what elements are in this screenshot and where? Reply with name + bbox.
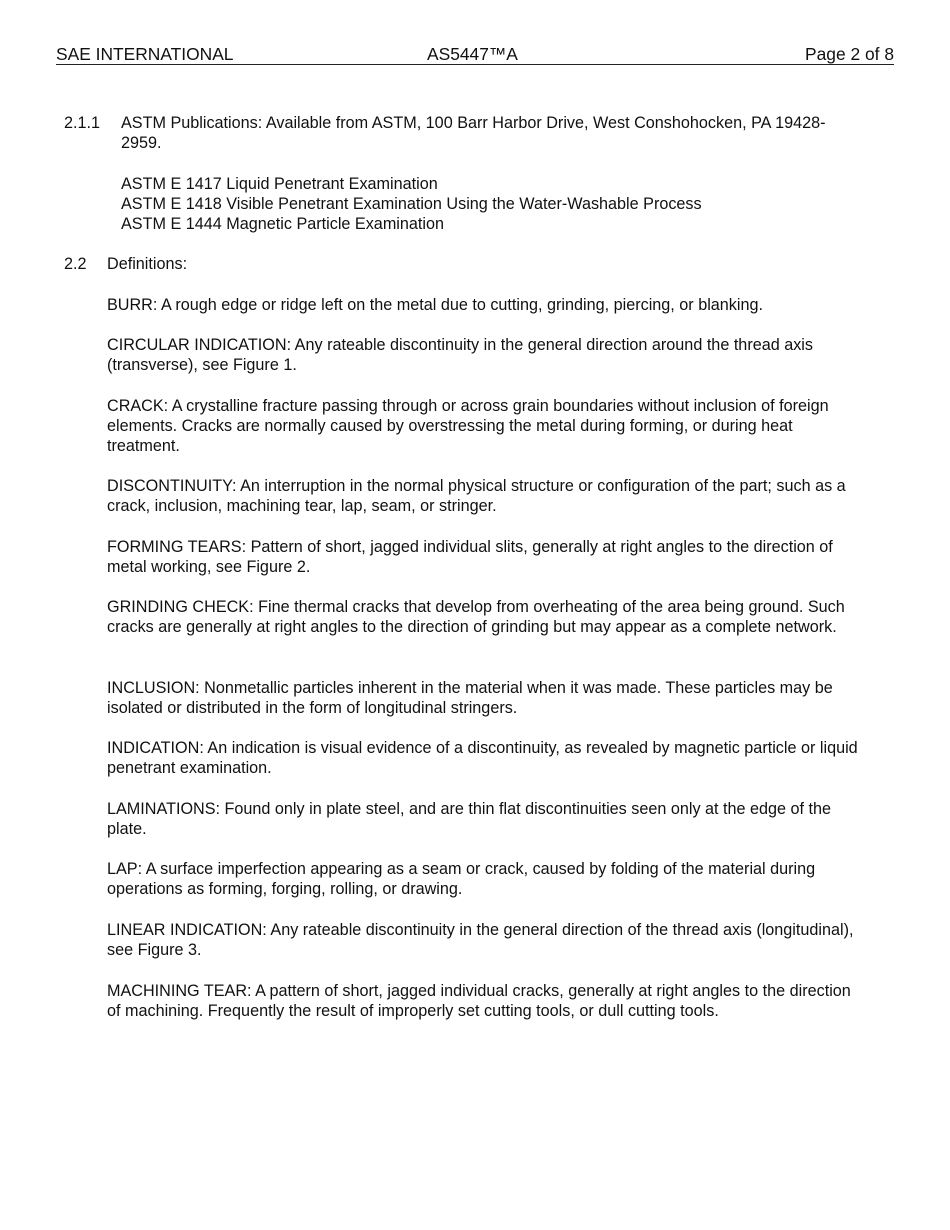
definition-inclusion: INCLUSION: Nonmetallic particles inherent in the material when it was made. These particles may be isolated or distributed in the form of longitudinal stringers. bbox=[107, 679, 833, 718]
publication-item: ASTM E 1418 Visible Penetrant Examination Using the Water-Washable Process bbox=[121, 195, 702, 214]
header-page-number: Page 2 of 8 bbox=[805, 44, 894, 64]
definition-circular-indication: CIRCULAR INDICATION: Any rateable discontinuity in the general direction around the thread axis (transverse), see Figure 1. bbox=[107, 336, 813, 375]
definition-crack: CRACK: A crystalline fracture passing through or across grain boundaries without inclusion of foreign elements. Cracks are normally caused by overstressing the metal during forming, or during heat treatment. bbox=[107, 397, 829, 456]
section-2-1-1 bbox=[121, 113, 861, 235]
definition-indication: INDICATION: An indication is visual evidence of a discontinuity, as revealed by magnetic particle or liquid penetrant examination. bbox=[107, 739, 858, 778]
section-2-1-1-number: 2.1.1 bbox=[64, 114, 101, 132]
definition-laminations: LAMINATIONS: Found only in plate steel, and are thin flat discontinuities seen only at the edge of the plate. bbox=[107, 800, 832, 839]
header-organization: SAE INTERNATIONAL bbox=[56, 44, 234, 64]
definition-grinding-check: GRINDING CHECK: Fine thermal cracks that develop from overheating of the area being ground. Such cracks are generally at right angles to the direction of grinding but may appear as a complete network. bbox=[107, 598, 845, 637]
definition-forming-tears: FORMING TEARS: Pattern of short, jagged individual slits, generally at right angles to the direction of metal working, see Figure 2. bbox=[107, 538, 833, 577]
publication-item: ASTM E 1417 Liquid Penetrant Examination bbox=[121, 174, 438, 193]
definition-burr: BURR: A rough edge or ridge left on the metal due to cutting, grinding, piercing, or blanking. bbox=[107, 296, 763, 314]
definition-discontinuity: DISCONTINUITY: An interruption in the normal physical structure or configuration of the part; such as a crack, inclusion, machining tear, lap, seam, or stringer. bbox=[107, 477, 846, 516]
publication-list bbox=[121, 174, 861, 235]
section-2-2-title: Definitions: bbox=[107, 255, 188, 273]
header-document-number: AS5447™A bbox=[427, 44, 518, 64]
section-2-2-number: 2.2 bbox=[64, 255, 87, 273]
definition-lap: LAP: A surface imperfection appearing as a seam or crack, caused by folding of the material during operations as forming, forging, rolling, or drawing. bbox=[107, 860, 816, 899]
definition-linear-indication: LINEAR INDICATION: Any rateable discontinuity in the general direction of the thread axis (longitudinal), see Figure 3. bbox=[107, 921, 854, 960]
section-2-1-1-text: ASTM Publications: Available from ASTM, 100 Barr Harbor Drive, West Conshohocken, PA 19428-2959. bbox=[121, 114, 826, 153]
definition-machining-tear: MACHINING TEAR: A pattern of short, jagged individual cracks, generally at right angles to the direction of machining. Frequently the result of improperly set cutting tools, or dull cutting tools. bbox=[107, 982, 851, 1021]
page-header bbox=[56, 44, 894, 65]
publication-item: ASTM E 1444 Magnetic Particle Examination bbox=[121, 215, 444, 234]
